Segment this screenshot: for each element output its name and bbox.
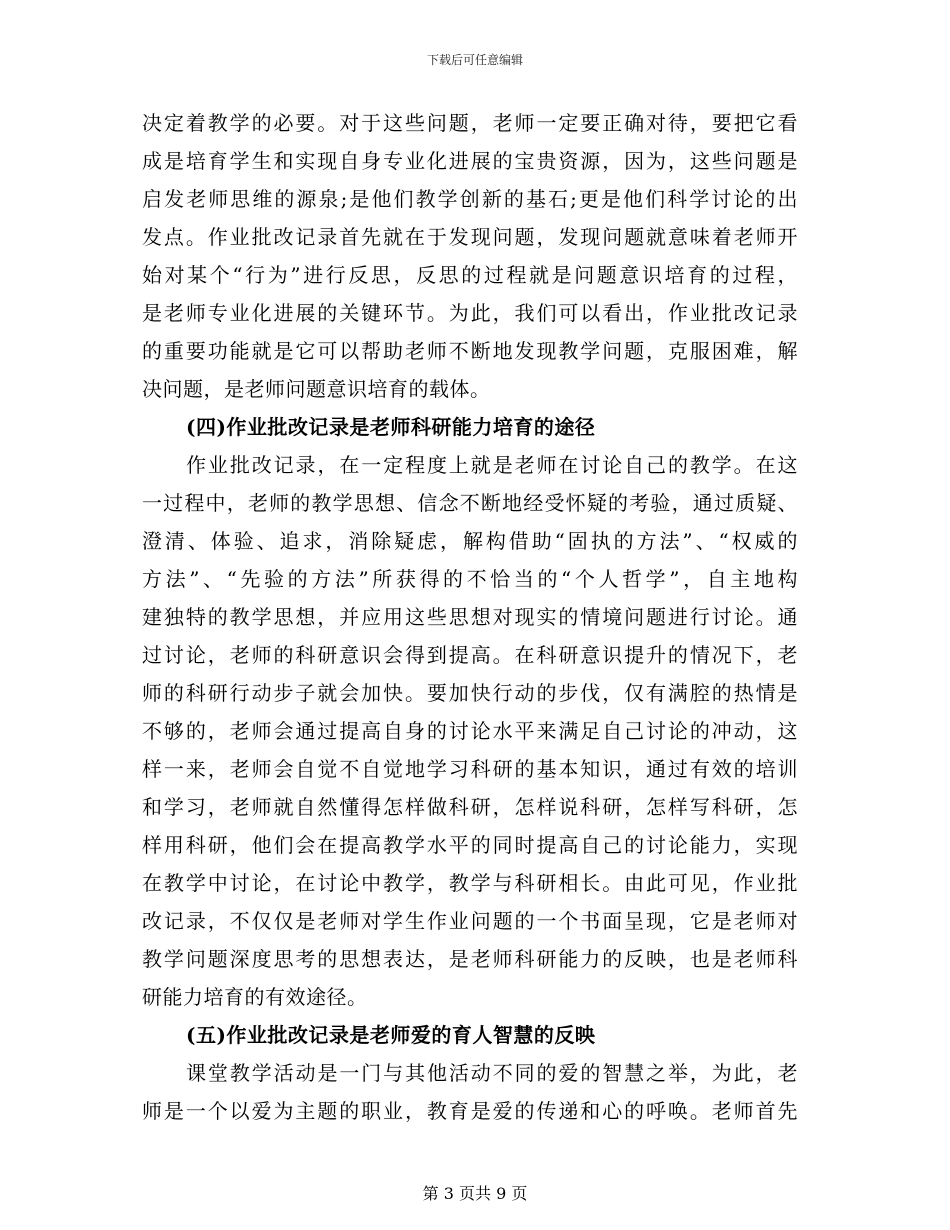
text-line: 在教学中讨论，在讨论中教学，教学与科研相长。由此可见，作业批 [142,871,798,895]
section-heading: (四)作业批改记录是老师科研能力培育的途径 [186,415,596,439]
text-line: 课堂教学活动是一门与其他活动不同的爱的智慧之举，为此，老 [186,1061,798,1085]
text-line: 研能力培育的有效途径。 [142,985,368,1009]
document-body [142,104,798,1130]
text-line: 不够的，老师会通过提高自身的讨论水平来满足自己讨论的冲动，这 [142,719,798,743]
text-line: 建独特的教学思想，并应用这些思想对现实的情境问题进行讨论。通 [142,605,798,629]
text-line: 方法”、“先验的方法”所获得的不恰当的“个人哲学”，自主地构 [142,567,798,591]
text-line: 始对某个“行为”进行反思，反思的过程就是问题意识培育的过程， [142,263,798,287]
text-line: 决定着教学的必要。对于这些问题，老师一定要正确对待，要把它看 [142,111,798,135]
text-line: 教学问题深度思考的思想表达，是老师科研能力的反映，也是老师科 [142,947,798,971]
text-line: 发点。作业批改记录首先就在于发现问题，发现问题就意味着老师开 [142,225,798,249]
page-number: 第 3 页共 9 页 [422,1184,528,1203]
text-line: 师的科研行动步子就会加快。要加快行动的步伐，仅有满腔的热情是 [142,681,798,705]
text-line: 师是一个以爱为主题的职业，教育是爱的传递和心的呼唤。老师首先 [142,1099,798,1123]
text-line: 样用科研，他们会在提高教学水平的同时提高自己的讨论能力，实现 [142,833,798,857]
text-line: 是老师专业化进展的关键环节。为此，我们可以看出，作业批改记录 [142,301,798,325]
text-line: 样一来，老师会自觉不自觉地学习科研的基本知识，通过有效的培训 [142,757,798,781]
page-header: 下载后可任意编辑 [426,53,523,67]
text-line: 一过程中，老师的教学思想、信念不断地经受怀疑的考验，通过质疑、 [142,491,798,515]
text-line: 成是培育学生和实现自身专业化进展的宝贵资源，因为，这些问题是 [142,149,798,173]
text-line: 的重要功能就是它可以帮助老师不断地发现教学问题，克服困难，解 [142,339,798,363]
text-line: 和学习，老师就自然懂得怎样做科研，怎样说科研，怎样写科研，怎 [142,795,798,819]
text-line: 改记录，不仅仅是老师对学生作业问题的一个书面呈现，它是老师对 [142,909,798,933]
text-line: 启发老师思维的源泉;是他们教学创新的基石;更是他们科学讨论的出 [142,187,798,211]
text-line: 决问题，是老师问题意识培育的载体。 [142,377,491,401]
section-heading: (五)作业批改记录是老师爱的育人智慧的反映 [186,1023,596,1047]
text-line: 澄清、体验、追求，消除疑虑，解构借助“固执的方法”、“权威的 [142,529,798,553]
text-line: 作业批改记录，在一定程度上就是老师在讨论自己的教学。在这 [186,453,798,477]
text-line: 过讨论，老师的科研意识会得到提高。在科研意识提升的情况下，老 [142,643,798,667]
